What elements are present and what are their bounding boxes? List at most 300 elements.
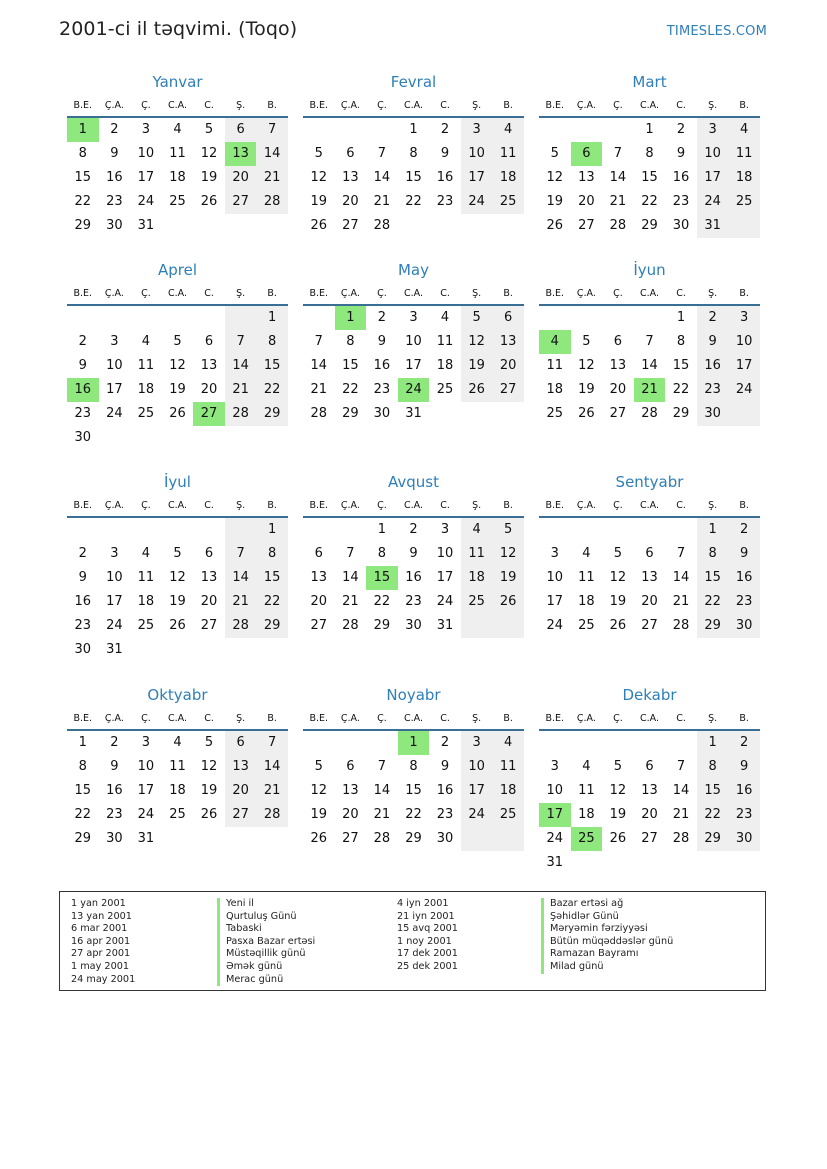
calendar-day: 4 bbox=[141, 334, 151, 349]
empty-cell bbox=[366, 118, 398, 142]
calendar-day: 22 bbox=[342, 382, 359, 397]
calendar-day: 19 bbox=[310, 807, 328, 822]
calendar-day: 14 bbox=[225, 354, 257, 378]
calendar-day: 12 bbox=[310, 170, 328, 185]
site-link[interactable]: TIMESLES.COM bbox=[666, 24, 767, 39]
legend-names-left bbox=[217, 898, 315, 986]
calendar-day: 15 bbox=[256, 354, 288, 378]
calendar-day: 14 bbox=[609, 170, 627, 185]
calendar-day: 19 bbox=[578, 382, 595, 397]
calendar-day: 28 bbox=[609, 218, 627, 233]
calendar-day: 2 bbox=[440, 735, 450, 750]
weekday-label: Ç. bbox=[377, 500, 387, 511]
calendar-day: 2 bbox=[110, 735, 119, 750]
calendar-day: 17 bbox=[728, 354, 760, 378]
calendar-day: 16 bbox=[697, 354, 729, 378]
empty-cell bbox=[303, 518, 335, 542]
calendar-day: 8 bbox=[78, 759, 87, 774]
calendar-day: 21 bbox=[342, 594, 359, 609]
weekday-label: Ç.A. bbox=[340, 713, 360, 724]
weekday-label: C. bbox=[676, 713, 686, 724]
calendar-day: 22 bbox=[641, 194, 658, 209]
calendar-day: 22 bbox=[405, 807, 422, 822]
calendar-day: 11 bbox=[546, 358, 564, 373]
weekday-label: C.A. bbox=[167, 713, 187, 724]
calendar-day: 2 bbox=[78, 334, 87, 349]
weekday-label: Ç.A. bbox=[340, 500, 360, 511]
legend-holiday-name: Müstəqillik günü bbox=[217, 948, 315, 961]
calendar-day: 29 bbox=[373, 618, 391, 633]
calendar-day: 27 bbox=[641, 618, 658, 633]
empty-cell bbox=[634, 731, 666, 755]
calendar-day: 4 bbox=[582, 759, 591, 774]
calendar-day: 24 bbox=[436, 594, 454, 609]
calendar-day: 7 bbox=[676, 546, 686, 561]
calendar-day: 14 bbox=[225, 566, 257, 590]
empty-cell bbox=[193, 518, 225, 542]
weekday-header bbox=[303, 711, 524, 731]
weekday-label: C. bbox=[204, 288, 214, 299]
empty-cell bbox=[461, 402, 493, 426]
weekday-label: C. bbox=[204, 100, 214, 111]
calendar-day: 20 bbox=[641, 807, 658, 822]
legend-holiday-name: Merac günü bbox=[217, 974, 315, 987]
calendar-day: 7 bbox=[377, 146, 387, 161]
empty-cell bbox=[193, 426, 225, 450]
calendar-day: 6 bbox=[225, 118, 257, 142]
weekday-label: Ş. bbox=[708, 288, 718, 299]
weekday-label: Ç.A. bbox=[104, 713, 124, 724]
calendar-day: 30 bbox=[672, 218, 690, 233]
empty-cell bbox=[571, 851, 603, 875]
weekday-label: B. bbox=[739, 713, 749, 724]
calendar-day: 15 bbox=[74, 783, 92, 798]
calendar-day: 19 bbox=[609, 807, 627, 822]
weekday-label: C.A. bbox=[403, 100, 423, 111]
calendar-day: 14 bbox=[641, 358, 658, 373]
calendar-day: 5 bbox=[613, 546, 623, 561]
calendar-day: 23 bbox=[74, 618, 92, 633]
calendar-day: 26 bbox=[609, 831, 627, 846]
legend-dates-right bbox=[397, 898, 458, 974]
calendar-day: 12 bbox=[461, 330, 493, 354]
calendar-day: 29 bbox=[256, 402, 288, 426]
weekday-label: C.A. bbox=[167, 500, 187, 511]
month-name: Mart bbox=[632, 73, 667, 91]
legend-dates-left bbox=[71, 898, 135, 986]
empty-cell bbox=[256, 214, 288, 238]
calendar-day: 15 bbox=[697, 566, 729, 590]
calendar-day: 23 bbox=[436, 194, 454, 209]
weekday-label: C. bbox=[676, 500, 686, 511]
calendar-day: 13 bbox=[342, 170, 359, 185]
calendar-day: 19 bbox=[169, 382, 186, 397]
calendar-day: 6 bbox=[346, 146, 355, 161]
legend-holiday-name: Bütün müqəddəslər günü bbox=[541, 936, 673, 949]
weekday-header bbox=[303, 98, 524, 118]
calendar-day: 31 bbox=[405, 406, 422, 421]
calendar-day: 21 bbox=[256, 779, 288, 803]
calendar-day: 14 bbox=[373, 170, 391, 185]
calendar-day: 13 bbox=[200, 358, 218, 373]
empty-cell bbox=[99, 518, 131, 542]
calendar-day: 8 bbox=[256, 330, 288, 354]
calendar-day: 28 bbox=[373, 218, 391, 233]
calendar-day: 16 bbox=[436, 170, 454, 185]
calendar-day: 31 bbox=[137, 831, 155, 846]
calendar-day: 31 bbox=[546, 855, 564, 870]
calendar-day: 2 bbox=[728, 518, 760, 542]
calendar-day: 25 bbox=[169, 807, 186, 822]
holiday-day: 1 bbox=[398, 731, 430, 755]
weekday-label: C.A. bbox=[403, 500, 423, 511]
weekday-label: C. bbox=[440, 500, 450, 511]
calendar-day: 12 bbox=[609, 570, 627, 585]
empty-cell bbox=[461, 614, 493, 638]
calendar-day: 13 bbox=[200, 570, 218, 585]
calendar-day: 22 bbox=[672, 382, 690, 397]
empty-cell bbox=[602, 118, 634, 142]
calendar-day: 30 bbox=[373, 406, 391, 421]
weekday-label: Ç.A. bbox=[576, 500, 596, 511]
calendar-day: 11 bbox=[436, 334, 454, 349]
empty-cell bbox=[99, 306, 131, 330]
legend-date: 16 apr 2001 bbox=[71, 935, 131, 947]
calendar-day: 9 bbox=[440, 146, 450, 161]
legend-holiday-name: Bazar ertəsi ağ bbox=[541, 898, 673, 911]
calendar-day: 25 bbox=[546, 406, 564, 421]
calendar-day: 30 bbox=[728, 827, 760, 851]
calendar-day: 15 bbox=[74, 170, 92, 185]
days-grid bbox=[67, 518, 288, 662]
calendar-day: 10 bbox=[461, 142, 493, 166]
calendar-day: 14 bbox=[342, 570, 359, 585]
weekday-label: C. bbox=[676, 100, 686, 111]
calendar-day: 30 bbox=[728, 614, 760, 638]
calendar-day: 21 bbox=[672, 807, 690, 822]
calendar-day: 8 bbox=[377, 546, 387, 561]
calendar-day: 18 bbox=[137, 382, 155, 397]
calendar-day: 2 bbox=[409, 522, 418, 537]
calendar-day: 27 bbox=[492, 378, 524, 402]
empty-cell bbox=[539, 306, 571, 330]
calendar-day: 7 bbox=[645, 334, 654, 349]
calendar-day: 14 bbox=[672, 570, 690, 585]
holiday-day: 1 bbox=[335, 306, 367, 330]
calendar-day: 25 bbox=[436, 382, 454, 397]
empty-cell bbox=[193, 214, 225, 238]
calendar-day: 6 bbox=[314, 546, 323, 561]
calendar-day: 22 bbox=[373, 594, 391, 609]
calendar-day: 4 bbox=[728, 118, 760, 142]
month-name: Aprel bbox=[157, 261, 198, 279]
calendar-day: 11 bbox=[728, 142, 760, 166]
calendar-day: 7 bbox=[314, 334, 323, 349]
weekday-label: C.A. bbox=[403, 713, 423, 724]
calendar-day: 16 bbox=[405, 570, 422, 585]
legend-holiday-name: Yeni il bbox=[217, 898, 315, 911]
calendar-day: 9 bbox=[78, 570, 87, 585]
calendar-day: 15 bbox=[256, 566, 288, 590]
calendar-day: 21 bbox=[373, 807, 391, 822]
calendar-day: 9 bbox=[676, 146, 686, 161]
weekday-label: B.E. bbox=[309, 288, 329, 299]
empty-cell bbox=[728, 851, 760, 875]
weekday-label: B. bbox=[739, 100, 749, 111]
calendar-day: 2 bbox=[110, 122, 119, 137]
calendar-day: 26 bbox=[310, 831, 328, 846]
empty-cell bbox=[162, 214, 194, 238]
weekday-label: Ç. bbox=[613, 500, 623, 511]
empty-cell bbox=[571, 306, 603, 330]
weekday-header bbox=[539, 498, 760, 518]
weekday-label: Ş. bbox=[236, 500, 246, 511]
calendar-day: 4 bbox=[461, 518, 493, 542]
calendar-day: 27 bbox=[310, 618, 328, 633]
empty-cell bbox=[256, 827, 288, 851]
calendar-day: 19 bbox=[200, 170, 218, 185]
calendar-day: 28 bbox=[672, 618, 690, 633]
empty-cell bbox=[193, 638, 225, 662]
days-grid bbox=[303, 518, 524, 638]
empty-cell bbox=[303, 118, 335, 142]
calendar-day: 26 bbox=[200, 194, 218, 209]
weekday-label: C.A. bbox=[403, 288, 423, 299]
calendar-day: 9 bbox=[728, 755, 760, 779]
calendar-day: 5 bbox=[314, 146, 323, 161]
weekday-label: Ç. bbox=[141, 100, 151, 111]
calendar-day: 24 bbox=[137, 807, 155, 822]
empty-cell bbox=[539, 518, 571, 542]
calendar-day: 20 bbox=[492, 354, 524, 378]
weekday-label: B.E. bbox=[545, 713, 565, 724]
calendar-day: 2 bbox=[78, 546, 87, 561]
weekday-label: B. bbox=[503, 713, 513, 724]
calendar-day: 2 bbox=[697, 306, 729, 330]
empty-cell bbox=[665, 518, 697, 542]
calendar-day: 29 bbox=[74, 218, 92, 233]
calendar-day: 7 bbox=[256, 731, 288, 755]
empty-cell bbox=[225, 638, 257, 662]
calendar-day: 19 bbox=[200, 783, 218, 798]
calendar-day: 3 bbox=[110, 334, 119, 349]
calendar-day: 23 bbox=[728, 803, 760, 827]
holiday-day: 16 bbox=[67, 378, 99, 402]
weekday-label: Ş. bbox=[236, 100, 246, 111]
empty-cell bbox=[539, 731, 571, 755]
calendar-day: 20 bbox=[200, 594, 218, 609]
calendar-day: 3 bbox=[550, 759, 559, 774]
calendar-day: 14 bbox=[256, 142, 288, 166]
calendar-day: 9 bbox=[440, 759, 450, 774]
calendar-day: 8 bbox=[346, 334, 355, 349]
calendar-day: 31 bbox=[436, 618, 454, 633]
calendar-day: 19 bbox=[169, 594, 186, 609]
calendar-day: 19 bbox=[609, 594, 627, 609]
calendar-day: 17 bbox=[137, 170, 155, 185]
days-grid bbox=[303, 731, 524, 851]
calendar-day: 26 bbox=[169, 618, 186, 633]
weekday-label: B. bbox=[503, 288, 513, 299]
empty-cell bbox=[225, 827, 257, 851]
weekday-label: C. bbox=[204, 713, 214, 724]
calendar-day: 25 bbox=[492, 803, 524, 827]
calendar-day: 20 bbox=[225, 779, 257, 803]
calendar-day: 27 bbox=[578, 218, 595, 233]
holiday-day: 13 bbox=[225, 142, 257, 166]
page-title: 2001-ci il təqvimi. (Toqo) bbox=[59, 18, 298, 40]
calendar-day: 19 bbox=[492, 566, 524, 590]
calendar-day: 4 bbox=[582, 546, 591, 561]
calendar-day: 23 bbox=[672, 194, 690, 209]
calendar-day: 25 bbox=[728, 190, 760, 214]
holiday-day: 15 bbox=[366, 566, 398, 590]
empty-cell bbox=[429, 402, 461, 426]
empty-cell bbox=[162, 518, 194, 542]
legend-holiday-name: Pasxa Bazar ertəsi bbox=[217, 936, 315, 949]
legend-holiday-name: Tabaski bbox=[217, 923, 315, 936]
empty-cell bbox=[634, 306, 666, 330]
calendar-day: 3 bbox=[461, 118, 493, 142]
calendar-day: 21 bbox=[256, 166, 288, 190]
empty-cell bbox=[162, 638, 194, 662]
empty-cell bbox=[335, 118, 367, 142]
calendar-day: 27 bbox=[342, 831, 359, 846]
weekday-label: C. bbox=[440, 100, 450, 111]
calendar-day: 3 bbox=[697, 118, 729, 142]
calendar-day: 7 bbox=[225, 542, 257, 566]
legend-holiday-name: Milad günü bbox=[541, 961, 673, 974]
holiday-day: 4 bbox=[539, 330, 571, 354]
empty-cell bbox=[492, 214, 524, 238]
holiday-day: 6 bbox=[571, 142, 603, 166]
empty-cell bbox=[429, 214, 461, 238]
empty-cell bbox=[492, 402, 524, 426]
weekday-label: C.A. bbox=[167, 100, 187, 111]
weekday-label: B.E. bbox=[73, 500, 93, 511]
calendar-day: 11 bbox=[137, 570, 155, 585]
calendar-day: 17 bbox=[461, 779, 493, 803]
calendar-day: 11 bbox=[578, 783, 595, 798]
month-name: Yanvar bbox=[152, 73, 203, 91]
calendar-day: 26 bbox=[546, 218, 564, 233]
weekday-label: C.A. bbox=[639, 100, 659, 111]
calendar-day: 3 bbox=[409, 310, 418, 325]
calendar-day: 9 bbox=[728, 542, 760, 566]
calendar-day: 10 bbox=[137, 759, 155, 774]
empty-cell bbox=[130, 426, 162, 450]
calendar-day: 20 bbox=[200, 382, 218, 397]
calendar-day: 3 bbox=[141, 735, 151, 750]
calendar-day: 16 bbox=[728, 779, 760, 803]
empty-cell bbox=[665, 731, 697, 755]
calendar-day: 5 bbox=[613, 759, 623, 774]
calendar-day: 6 bbox=[204, 334, 214, 349]
calendar-day: 27 bbox=[641, 831, 658, 846]
calendar-day: 21 bbox=[609, 194, 627, 209]
month-name: İyul bbox=[164, 473, 191, 491]
weekday-label: B.E. bbox=[309, 100, 329, 111]
calendar-day: 25 bbox=[578, 618, 595, 633]
calendar-day: 4 bbox=[141, 546, 151, 561]
calendar-day: 8 bbox=[78, 146, 87, 161]
calendar-day: 15 bbox=[697, 779, 729, 803]
calendar-day: 11 bbox=[492, 755, 524, 779]
month-name: Dekabr bbox=[622, 686, 677, 704]
calendar-day: 26 bbox=[461, 378, 493, 402]
calendar-day: 13 bbox=[609, 358, 627, 373]
calendar-day: 11 bbox=[137, 358, 155, 373]
weekday-label: Ç. bbox=[141, 288, 151, 299]
calendar-day: 28 bbox=[672, 831, 690, 846]
weekday-label: C.A. bbox=[639, 288, 659, 299]
holiday-day: 17 bbox=[539, 803, 571, 827]
calendar-day: 20 bbox=[310, 594, 328, 609]
weekday-header bbox=[539, 711, 760, 731]
calendar-day: 8 bbox=[676, 334, 686, 349]
calendar-day: 15 bbox=[641, 170, 658, 185]
calendar-day: 10 bbox=[546, 570, 564, 585]
weekday-label: Ş. bbox=[708, 500, 718, 511]
calendar-day: 7 bbox=[256, 118, 288, 142]
legend-holiday-name: Şəhidlər Günü bbox=[541, 911, 673, 924]
calendar-day: 17 bbox=[106, 382, 123, 397]
calendar-day: 13 bbox=[492, 330, 524, 354]
month-name: May bbox=[397, 261, 429, 279]
calendar-day: 26 bbox=[578, 406, 595, 421]
holiday-day: 27 bbox=[193, 402, 225, 426]
calendar-day: 18 bbox=[578, 594, 595, 609]
weekday-label: Ş. bbox=[472, 288, 482, 299]
calendar-day: 27 bbox=[342, 218, 359, 233]
legend-holiday-name: Əmək günü bbox=[217, 961, 315, 974]
calendar-day: 2 bbox=[728, 731, 760, 755]
calendar-day: 16 bbox=[106, 170, 123, 185]
calendar-day: 5 bbox=[173, 546, 182, 561]
calendar-day: 27 bbox=[200, 618, 218, 633]
calendar-day: 8 bbox=[697, 755, 729, 779]
calendar-day: 3 bbox=[440, 522, 450, 537]
calendar-day: 24 bbox=[106, 406, 123, 421]
calendar-day: 29 bbox=[74, 831, 92, 846]
empty-cell bbox=[225, 306, 257, 330]
calendar-day: 1 bbox=[256, 306, 288, 330]
empty-cell bbox=[335, 518, 367, 542]
calendar-day: 26 bbox=[169, 406, 186, 421]
calendar-day: 7 bbox=[676, 759, 686, 774]
empty-cell bbox=[162, 827, 194, 851]
calendar-day: 23 bbox=[373, 382, 391, 397]
weekday-label: Ç. bbox=[377, 100, 387, 111]
empty-cell bbox=[492, 614, 524, 638]
calendar-day: 25 bbox=[461, 590, 493, 614]
legend-date: 4 iyn 2001 bbox=[397, 898, 449, 909]
empty-cell bbox=[366, 731, 398, 755]
weekday-label: B.E. bbox=[73, 713, 93, 724]
empty-cell bbox=[398, 214, 430, 238]
weekday-header bbox=[67, 498, 288, 518]
calendar-day: 31 bbox=[137, 218, 155, 233]
calendar-day: 11 bbox=[169, 759, 186, 774]
calendar-day: 1 bbox=[697, 518, 729, 542]
calendar-day: 6 bbox=[346, 759, 355, 774]
calendar-day: 6 bbox=[492, 306, 524, 330]
empty-cell bbox=[539, 118, 571, 142]
empty-cell bbox=[728, 214, 760, 238]
calendar-day: 10 bbox=[106, 570, 123, 585]
calendar-day: 10 bbox=[137, 146, 155, 161]
calendar-day: 20 bbox=[641, 594, 658, 609]
